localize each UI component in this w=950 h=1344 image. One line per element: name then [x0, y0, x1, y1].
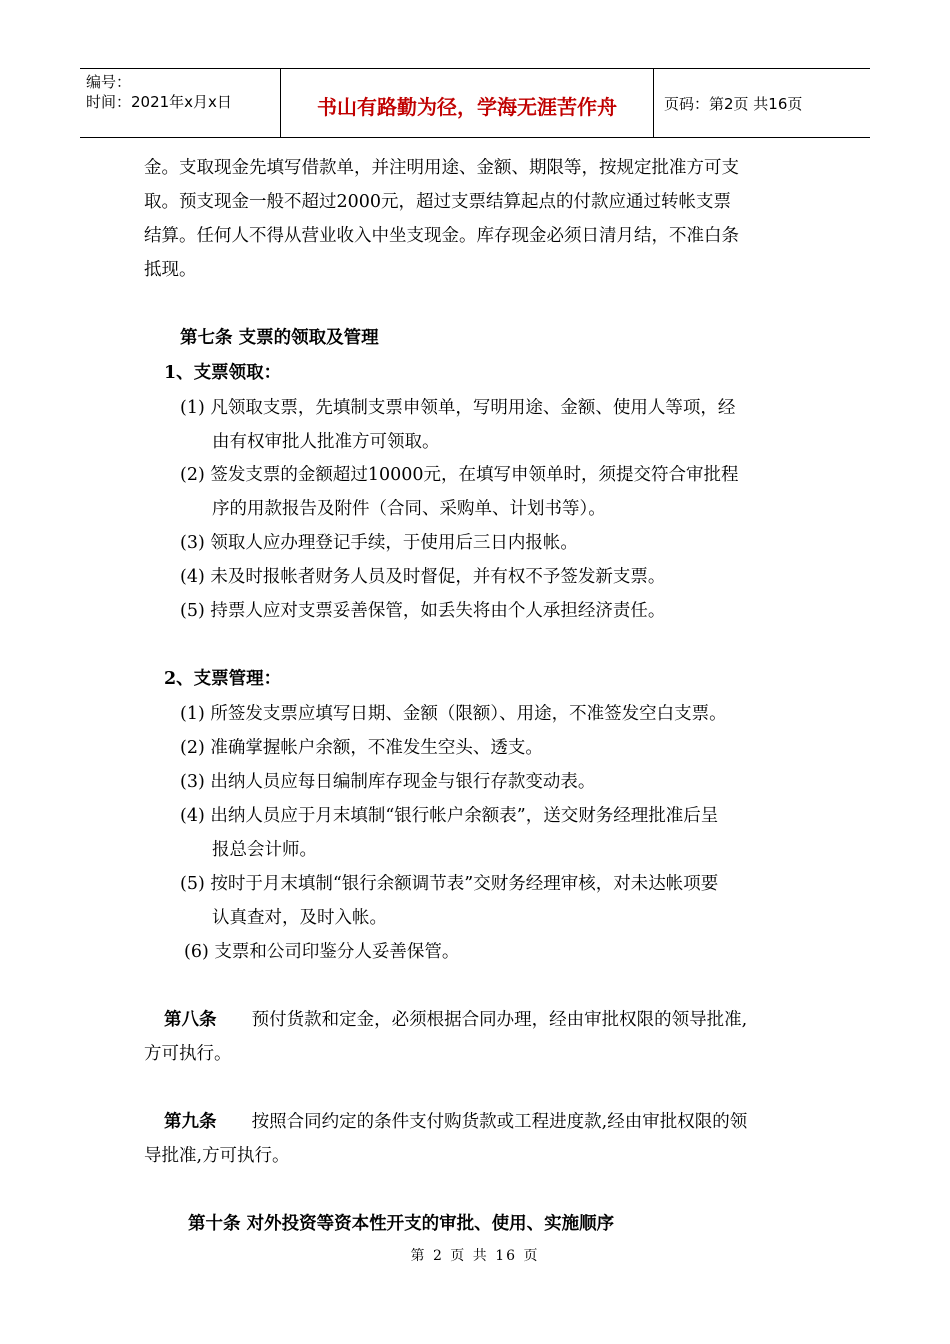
header-motto: 书山有路勤为径，学海无涯苦作舟	[317, 95, 617, 119]
header-motto-cell	[281, 69, 654, 137]
paragraph-line: 结算。任何人不得从营业收入中坐支现金。库存现金必须日清月结，不准白条	[144, 226, 739, 246]
document-number-label: 编号：	[86, 73, 132, 91]
list-item-continuation: 报总会计师。	[212, 840, 317, 860]
paragraph-line: 金。支取现金先填写借款单，并注明用途、金额、期限等，按规定批准方可支	[144, 158, 739, 178]
list-item: (4) 出纳人员应于月末填制“银行帐户余额表”，送交财务经理批准后呈	[180, 806, 719, 826]
article-10-title: 第十条 对外投资等资本性开支的审批、使用、实施顺序	[188, 1214, 615, 1234]
list-item: (6) 支票和公司印鉴分人妥善保管。	[184, 942, 460, 962]
list-item: (3) 领取人应办理登记手续，于使用后三日内报帐。	[180, 533, 578, 553]
list-item-continuation: 认真查对，及时入帐。	[212, 908, 387, 928]
list-item: (3) 出纳人员应每日编制库存现金与银行存款变动表。	[180, 772, 596, 792]
paragraph-line: 抵现。	[144, 260, 197, 280]
article-8-line	[164, 1006, 747, 1031]
list-item: (5) 持票人应对支票妥善保管，如丢失将由个人承担经济责任。	[180, 601, 666, 621]
header-page-cell	[654, 69, 870, 137]
paragraph-line: 取。预支现金一般不超过2000元，超过支票结算起点的付款应通过转帐支票	[144, 192, 732, 212]
article-8-label: 第八条	[164, 1010, 217, 1030]
list-item: (1) 凡领取支票，先填制支票申领单，写明用途、金额、使用人等项，经	[180, 398, 736, 418]
section-1-title	[164, 359, 281, 384]
list-item: (5) 按时于月末填制“银行余额调节表”交财务经理审核，对未达帐项要	[180, 874, 719, 894]
article-8-text: 预付货款和定金，必须根据合同办理，经由审批权限的领导批准,	[251, 1010, 748, 1030]
paragraph-line: 方可执行。	[144, 1044, 232, 1064]
list-item-continuation: 由有权审批人批准方可领取。	[212, 432, 440, 452]
list-item-continuation: 序的用款报告及附件（合同、采购单、计划书等）。	[212, 499, 606, 519]
section-1-title-text: 1、支票领取：	[164, 363, 282, 383]
article-9-label: 第九条	[164, 1112, 217, 1132]
header-page-number: 页码：第2页 共16页	[664, 95, 803, 113]
article-9-line	[164, 1108, 747, 1133]
article-7-title: 第七条 支票的领取及管理	[180, 328, 379, 348]
list-item: (2) 签发支票的金额超过10000元，在填写申领单时，须提交符合审批程	[180, 465, 739, 485]
list-item: (1) 所签发支票应填写日期、金额（限额）、用途，不准签发空白支票。	[180, 704, 727, 724]
paragraph-line: 导批准,方可执行。	[144, 1146, 290, 1166]
header-info-cell	[80, 69, 281, 137]
list-item: (4) 未及时报帐者财务人员及时督促，并有权不予签发新支票。	[180, 567, 666, 587]
list-item: (2) 准确掌握帐户余额，不准发生空头、透支。	[180, 738, 543, 758]
page-footer: 第 2 页 共 16 页	[410, 1248, 540, 1264]
section-2-title	[164, 665, 281, 690]
document-date-label: 时间：2021年x月x日	[86, 93, 232, 111]
section-2-title-text: 2、支票管理：	[164, 669, 282, 689]
page-header	[80, 68, 870, 138]
article-9-text: 按照合同约定的条件支付购货款或工程进度款,经由审批权限的领	[251, 1112, 748, 1132]
